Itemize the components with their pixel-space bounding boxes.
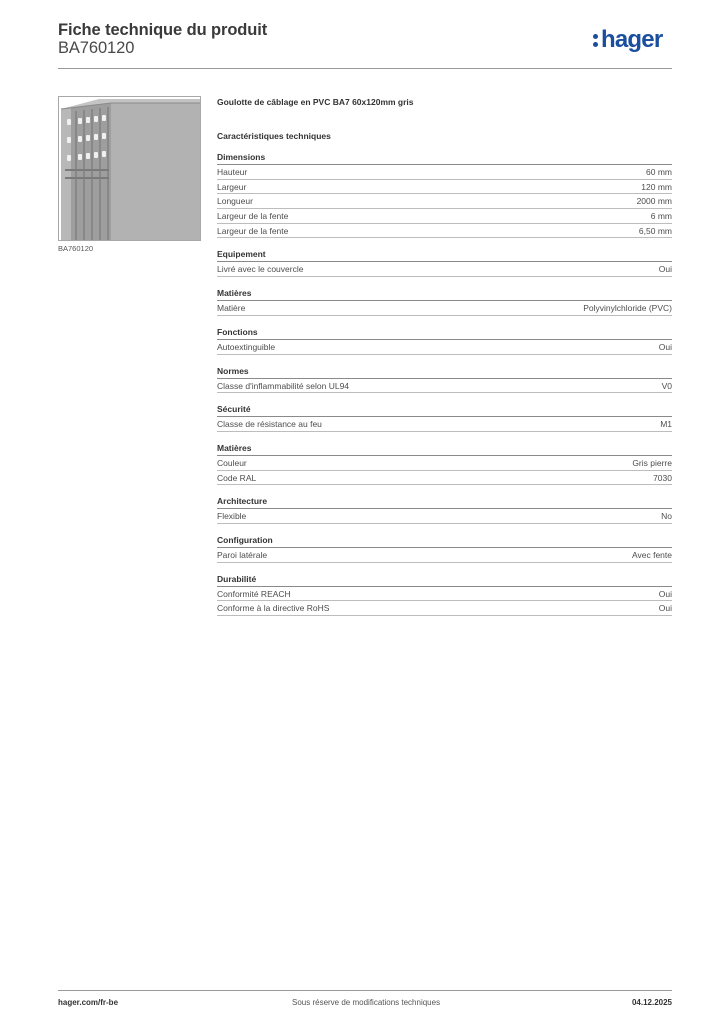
logo-colon-icon — [593, 29, 599, 51]
spec-value: V0 — [661, 380, 672, 391]
section-architecture — [217, 495, 672, 524]
spec-value: Oui — [658, 264, 672, 275]
spec-row — [217, 379, 672, 394]
spec-content — [217, 95, 672, 616]
spec-row — [217, 509, 672, 524]
footer-divider — [58, 990, 672, 991]
spec-label: Largeur de la fente — [217, 225, 289, 236]
spec-row — [217, 224, 672, 239]
spec-value: 6 mm — [650, 211, 672, 222]
spec-heading: Caractéristiques techniques — [217, 131, 331, 141]
spec-value: 60 mm — [646, 167, 672, 177]
spec-label: Autoextinguible — [217, 341, 276, 352]
spec-label: Livré avec le couvercle — [217, 264, 304, 275]
logo-text: hager — [601, 26, 663, 53]
spec-value: Polyvinylchloride (PVC) — [583, 303, 672, 314]
spec-row — [217, 548, 672, 563]
spec-value: Oui — [658, 341, 672, 352]
spec-label: Largeur de la fente — [217, 211, 289, 222]
product-reference: BA760120 — [58, 39, 135, 57]
section-title: Matières — [217, 287, 672, 301]
spec-row — [217, 456, 672, 471]
spec-row — [217, 194, 672, 209]
section-matieres-couleur — [217, 442, 672, 485]
product-image — [58, 96, 201, 241]
spec-row — [217, 165, 672, 180]
spec-row — [217, 209, 672, 224]
spec-label: Largeur — [217, 181, 247, 192]
spec-row — [217, 417, 672, 432]
hager-logo — [593, 26, 662, 56]
section-securite — [217, 403, 672, 432]
spec-row — [217, 180, 672, 195]
section-equipement — [217, 248, 672, 277]
spec-label: Hauteur — [217, 167, 248, 177]
spec-value: 7030 — [653, 472, 672, 483]
spec-value: Gris pierre — [632, 457, 672, 468]
section-matieres — [217, 287, 672, 316]
spec-row — [217, 301, 672, 316]
section-dimensions — [217, 151, 672, 238]
spec-value: M1 — [660, 419, 672, 430]
spec-row — [217, 601, 672, 616]
spec-value: 120 mm — [641, 181, 672, 192]
spec-label: Matière — [217, 303, 246, 314]
section-configuration — [217, 534, 672, 563]
spec-label: Couleur — [217, 457, 247, 468]
spec-value: No — [661, 511, 672, 522]
section-durabilite — [217, 573, 672, 616]
footer-disclaimer: Sous réserve de modifications techniques — [292, 998, 441, 1007]
spec-row — [217, 471, 672, 486]
spec-row — [217, 262, 672, 277]
page-title: Fiche technique du produit — [58, 21, 268, 39]
spec-label: Classe de résistance au feu — [217, 419, 322, 430]
spec-value: 2000 mm — [636, 196, 672, 207]
product-name: Goulotte de câblage en PVC BA7 60x120mm gris — [217, 97, 414, 107]
spec-value: Avec fente — [631, 549, 672, 560]
section-title: Fonctions — [217, 326, 672, 340]
section-title: Configuration — [217, 534, 672, 548]
spec-label: Conforme à la directive RoHS — [217, 603, 330, 614]
section-title: Sécurité — [217, 403, 672, 417]
spec-label: Conformité REACH — [217, 588, 291, 599]
section-title: Dimensions — [217, 151, 672, 165]
spec-row — [217, 340, 672, 355]
section-fonctions — [217, 326, 672, 355]
footer-website-link[interactable]: hager.com/fr-be — [58, 998, 119, 1007]
spec-label: Flexible — [217, 511, 247, 522]
section-title: Architecture — [217, 495, 672, 509]
image-caption: BA760120 — [58, 244, 94, 253]
section-title: Durabilité — [217, 573, 672, 587]
spec-label: Code RAL — [217, 472, 257, 483]
spec-value: 6,50 mm — [638, 225, 672, 236]
spec-label: Longueur — [217, 196, 253, 207]
spec-label: Paroi latérale — [217, 549, 268, 560]
spec-value: Oui — [658, 603, 672, 614]
footer-date: 04.12.2025 — [631, 998, 672, 1007]
section-title: Normes — [217, 365, 672, 379]
section-title: Equipement — [217, 248, 672, 262]
section-normes — [217, 365, 672, 394]
spec-value: Oui — [658, 588, 672, 599]
spec-label: Classe d'inflammabilité selon UL94 — [217, 380, 350, 391]
header-divider — [58, 68, 672, 69]
spec-row — [217, 587, 672, 602]
section-title: Matières — [217, 442, 672, 456]
